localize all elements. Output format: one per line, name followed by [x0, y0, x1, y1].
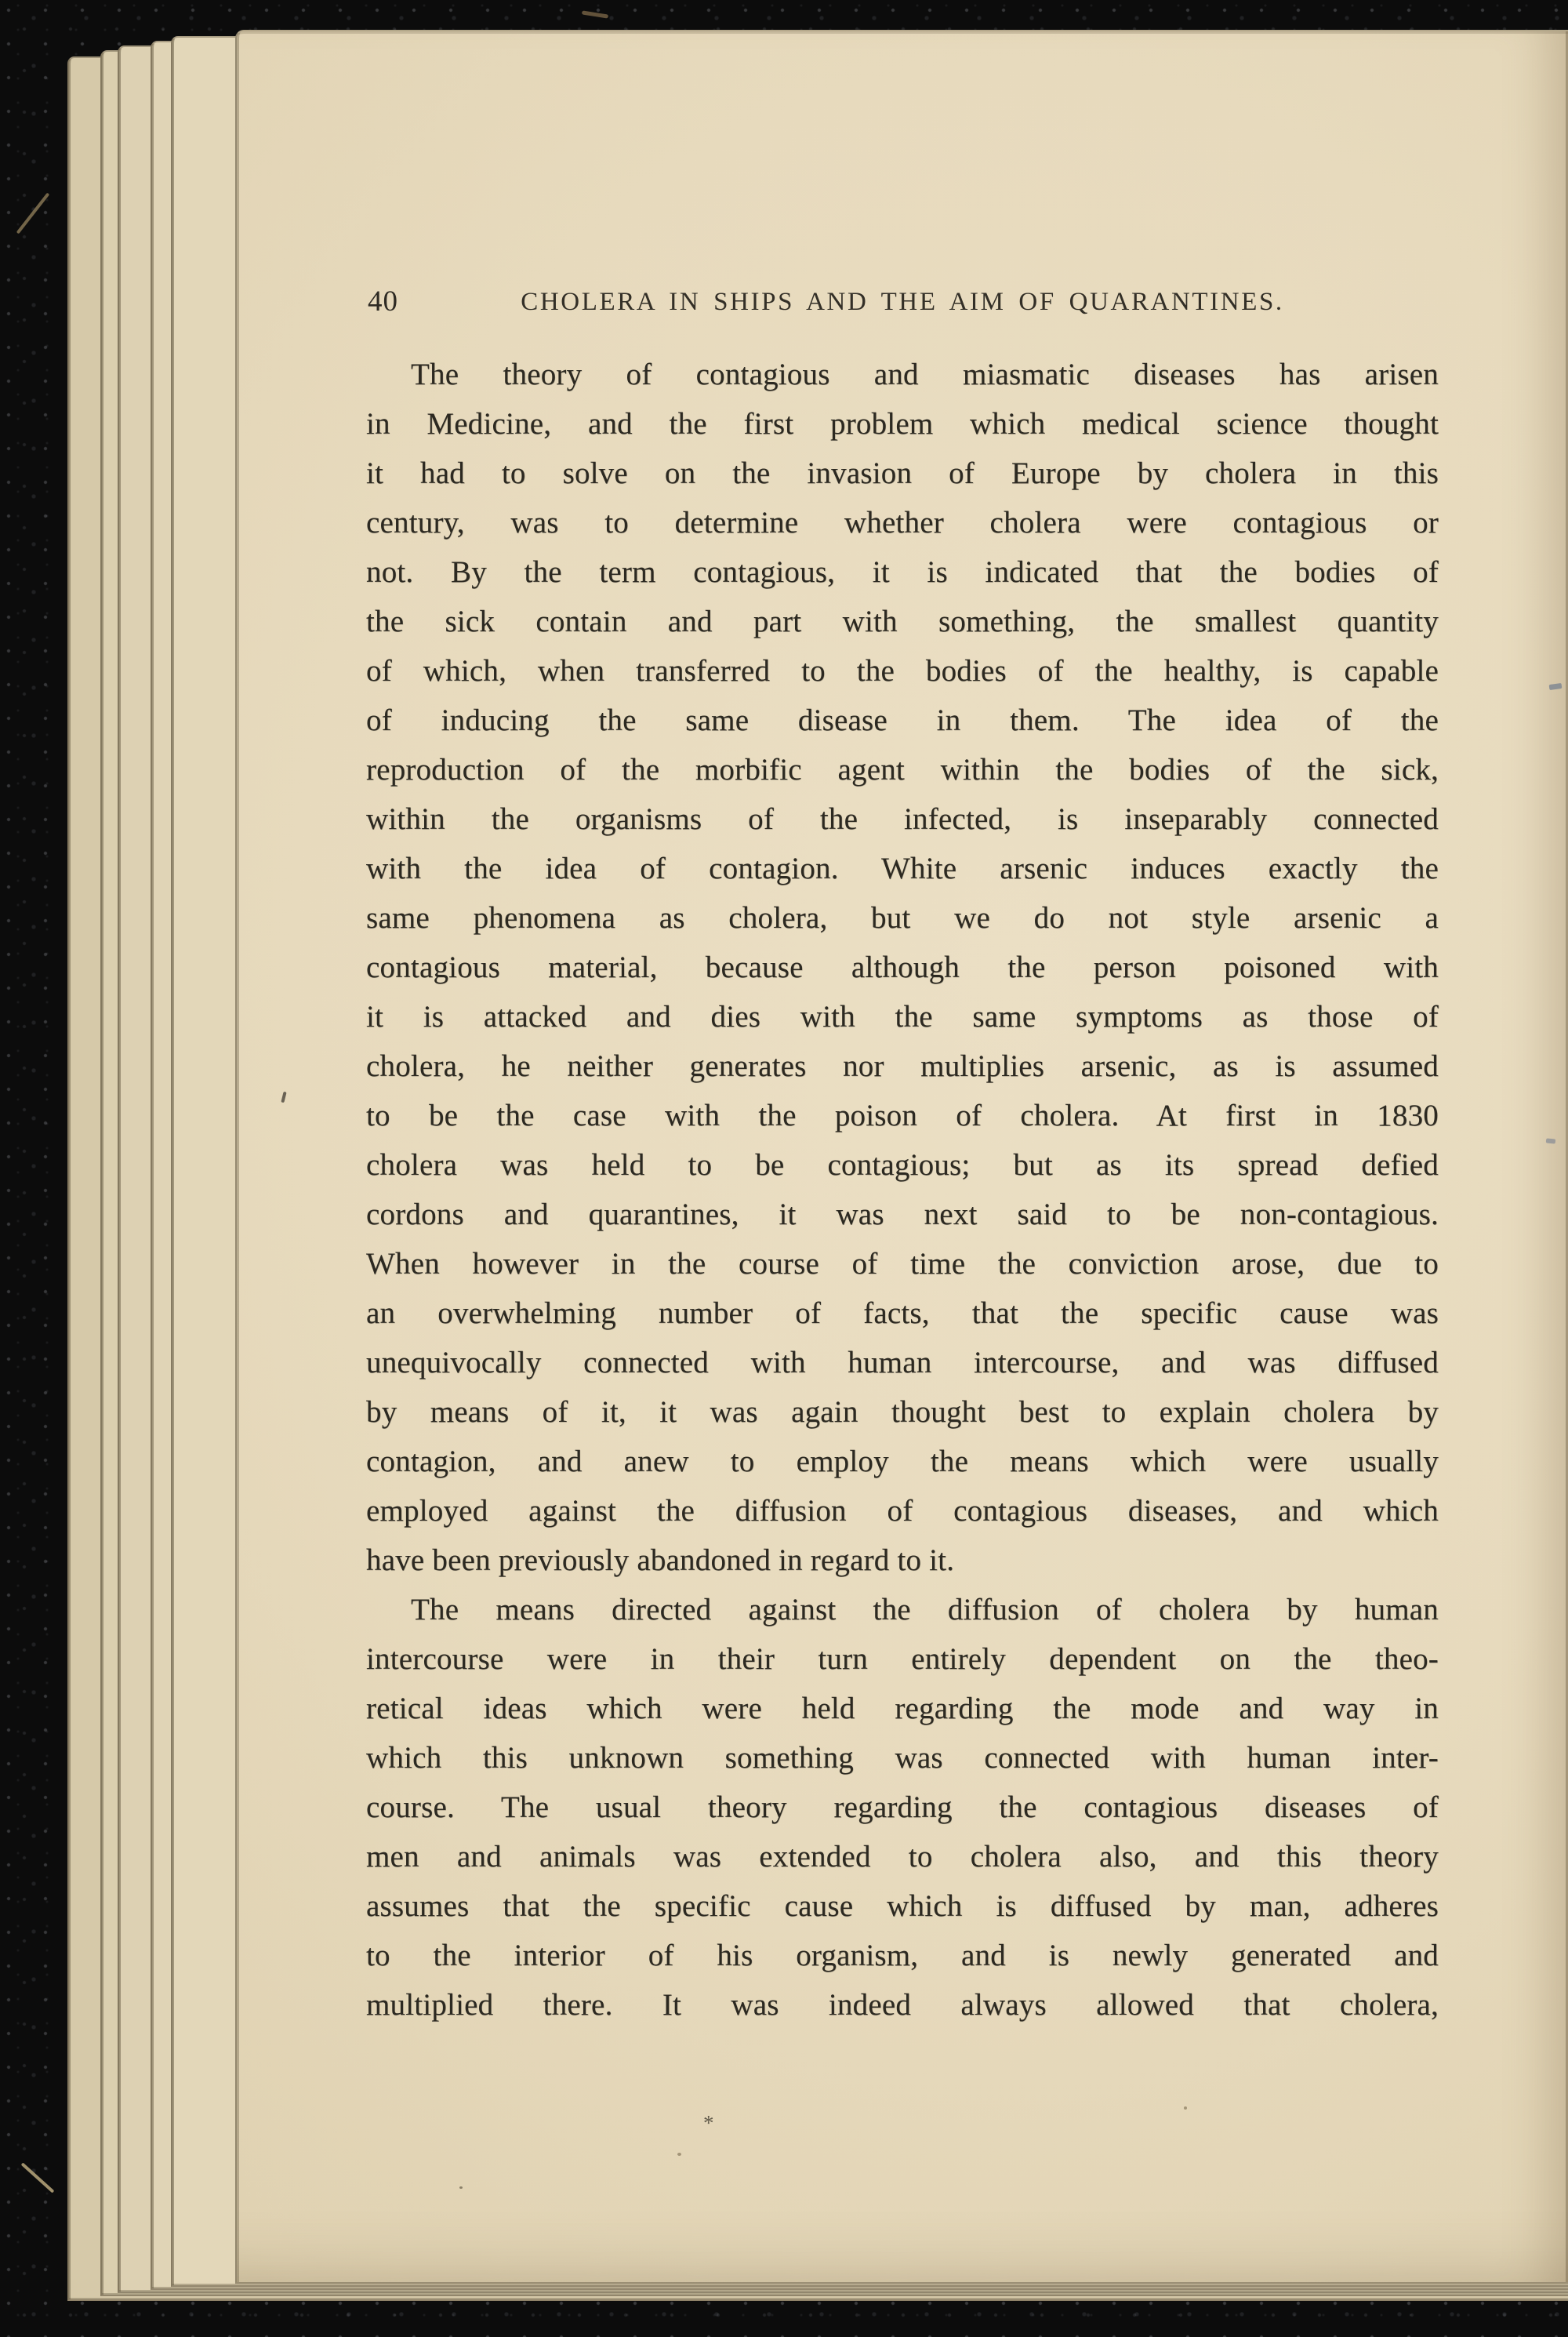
page-content — [366, 284, 1439, 2135]
text-line: unequivocally connected with human intercourse, and was diffused — [366, 1346, 1439, 1379]
text-line: of inducing the same disease in them. The idea of the — [366, 703, 1439, 737]
text-line: cholera, he neither generates nor multiplies arsenic, as is assumed — [366, 1049, 1439, 1083]
text-line: When however in the course of time the conviction arose, due to — [366, 1247, 1439, 1281]
text-line: cholera was held to be contagious; but as its spread defied — [366, 1148, 1439, 1182]
text-line: within the organisms of the infected, is inseparably connected — [366, 802, 1439, 836]
text-line: intercourse were in their turn entirely dependent on the theo- — [366, 1642, 1439, 1676]
text-line: reproduction of the morbific agent within the bodies of the sick, — [366, 753, 1439, 787]
text-line: course. The usual theory regarding the contagious diseases of — [366, 1790, 1439, 1824]
text-line: it had to solve on the invasion of Europe by cholera in this — [366, 456, 1439, 490]
page-number: 40 — [368, 285, 398, 318]
text-line: assumes that the specific cause which is diffused by man, adheres — [366, 1889, 1439, 1923]
text-line: with the idea of contagion. White arsenic induces exactly the — [366, 852, 1439, 885]
book-page — [235, 30, 1568, 2284]
paragraph — [366, 1585, 1439, 2030]
text-line: have been previously abandoned in regard to it. — [366, 1543, 955, 1577]
text-line: an overwhelming number of facts, that the specific cause was — [366, 1296, 1439, 1330]
page-header — [366, 284, 1439, 320]
text-line: century, was to determine whether cholera were contagious or — [366, 506, 1439, 540]
running-title: CHOLERA IN SHIPS AND THE AIM OF QUARANTINES. — [521, 288, 1284, 316]
text-line: contagion, and anew to employ the means which were usually — [366, 1445, 1439, 1478]
paper-speck — [1184, 2106, 1187, 2110]
text-line: of which, when transferred to the bodies of the healthy, is capable — [366, 654, 1439, 688]
text-line: the sick contain and part with something, the smallest quantity — [366, 605, 1439, 638]
edge-mark — [1546, 1138, 1556, 1143]
text-line: The theory of contagious and miasmatic diseases has arisen — [411, 358, 1439, 391]
text-line: contagious material, because although the person poisoned with — [366, 950, 1439, 984]
text-line: same phenomena as cholera, but we do not style arsenic a — [366, 901, 1439, 935]
text-line: employed against the diffusion of contagious diseases, and which — [366, 1494, 1439, 1528]
text-line: The means directed against the diffusion of cholera by human — [411, 1593, 1439, 1626]
page-text — [366, 350, 1439, 2030]
text-line: men and animals was extended to cholera also, and this theory — [366, 1840, 1439, 1874]
asterisk-mark: * — [703, 2111, 714, 2135]
text-line: it is attacked and dies with the same symptoms as those of — [366, 1000, 1439, 1034]
text-line: to be the case with the poison of cholera. At first in 1830 — [366, 1099, 1439, 1132]
text-line: not. By the term contagious, it is indicated that the bodies of — [366, 555, 1439, 589]
text-line: which this unknown something was connected with human inter- — [366, 1741, 1439, 1775]
text-line: retical ideas which were held regarding the mode and way in — [366, 1692, 1439, 1725]
paper-speck — [459, 2186, 463, 2189]
text-line: multiplied there. It was indeed always allowed that cholera, — [366, 1988, 1439, 2022]
text-line: in Medicine, and the first problem which medical science thought — [366, 407, 1439, 441]
paper-speck — [677, 2153, 681, 2156]
margin-tick — [281, 1092, 286, 1103]
text-line: by means of it, it was again thought best to explain cholera by — [366, 1395, 1439, 1429]
paragraph — [366, 350, 1439, 1585]
text-line: to the interior of his organism, and is newly generated and — [366, 1939, 1439, 1972]
text-line: cordons and quarantines, it was next said to be non-contagious. — [366, 1198, 1439, 1231]
